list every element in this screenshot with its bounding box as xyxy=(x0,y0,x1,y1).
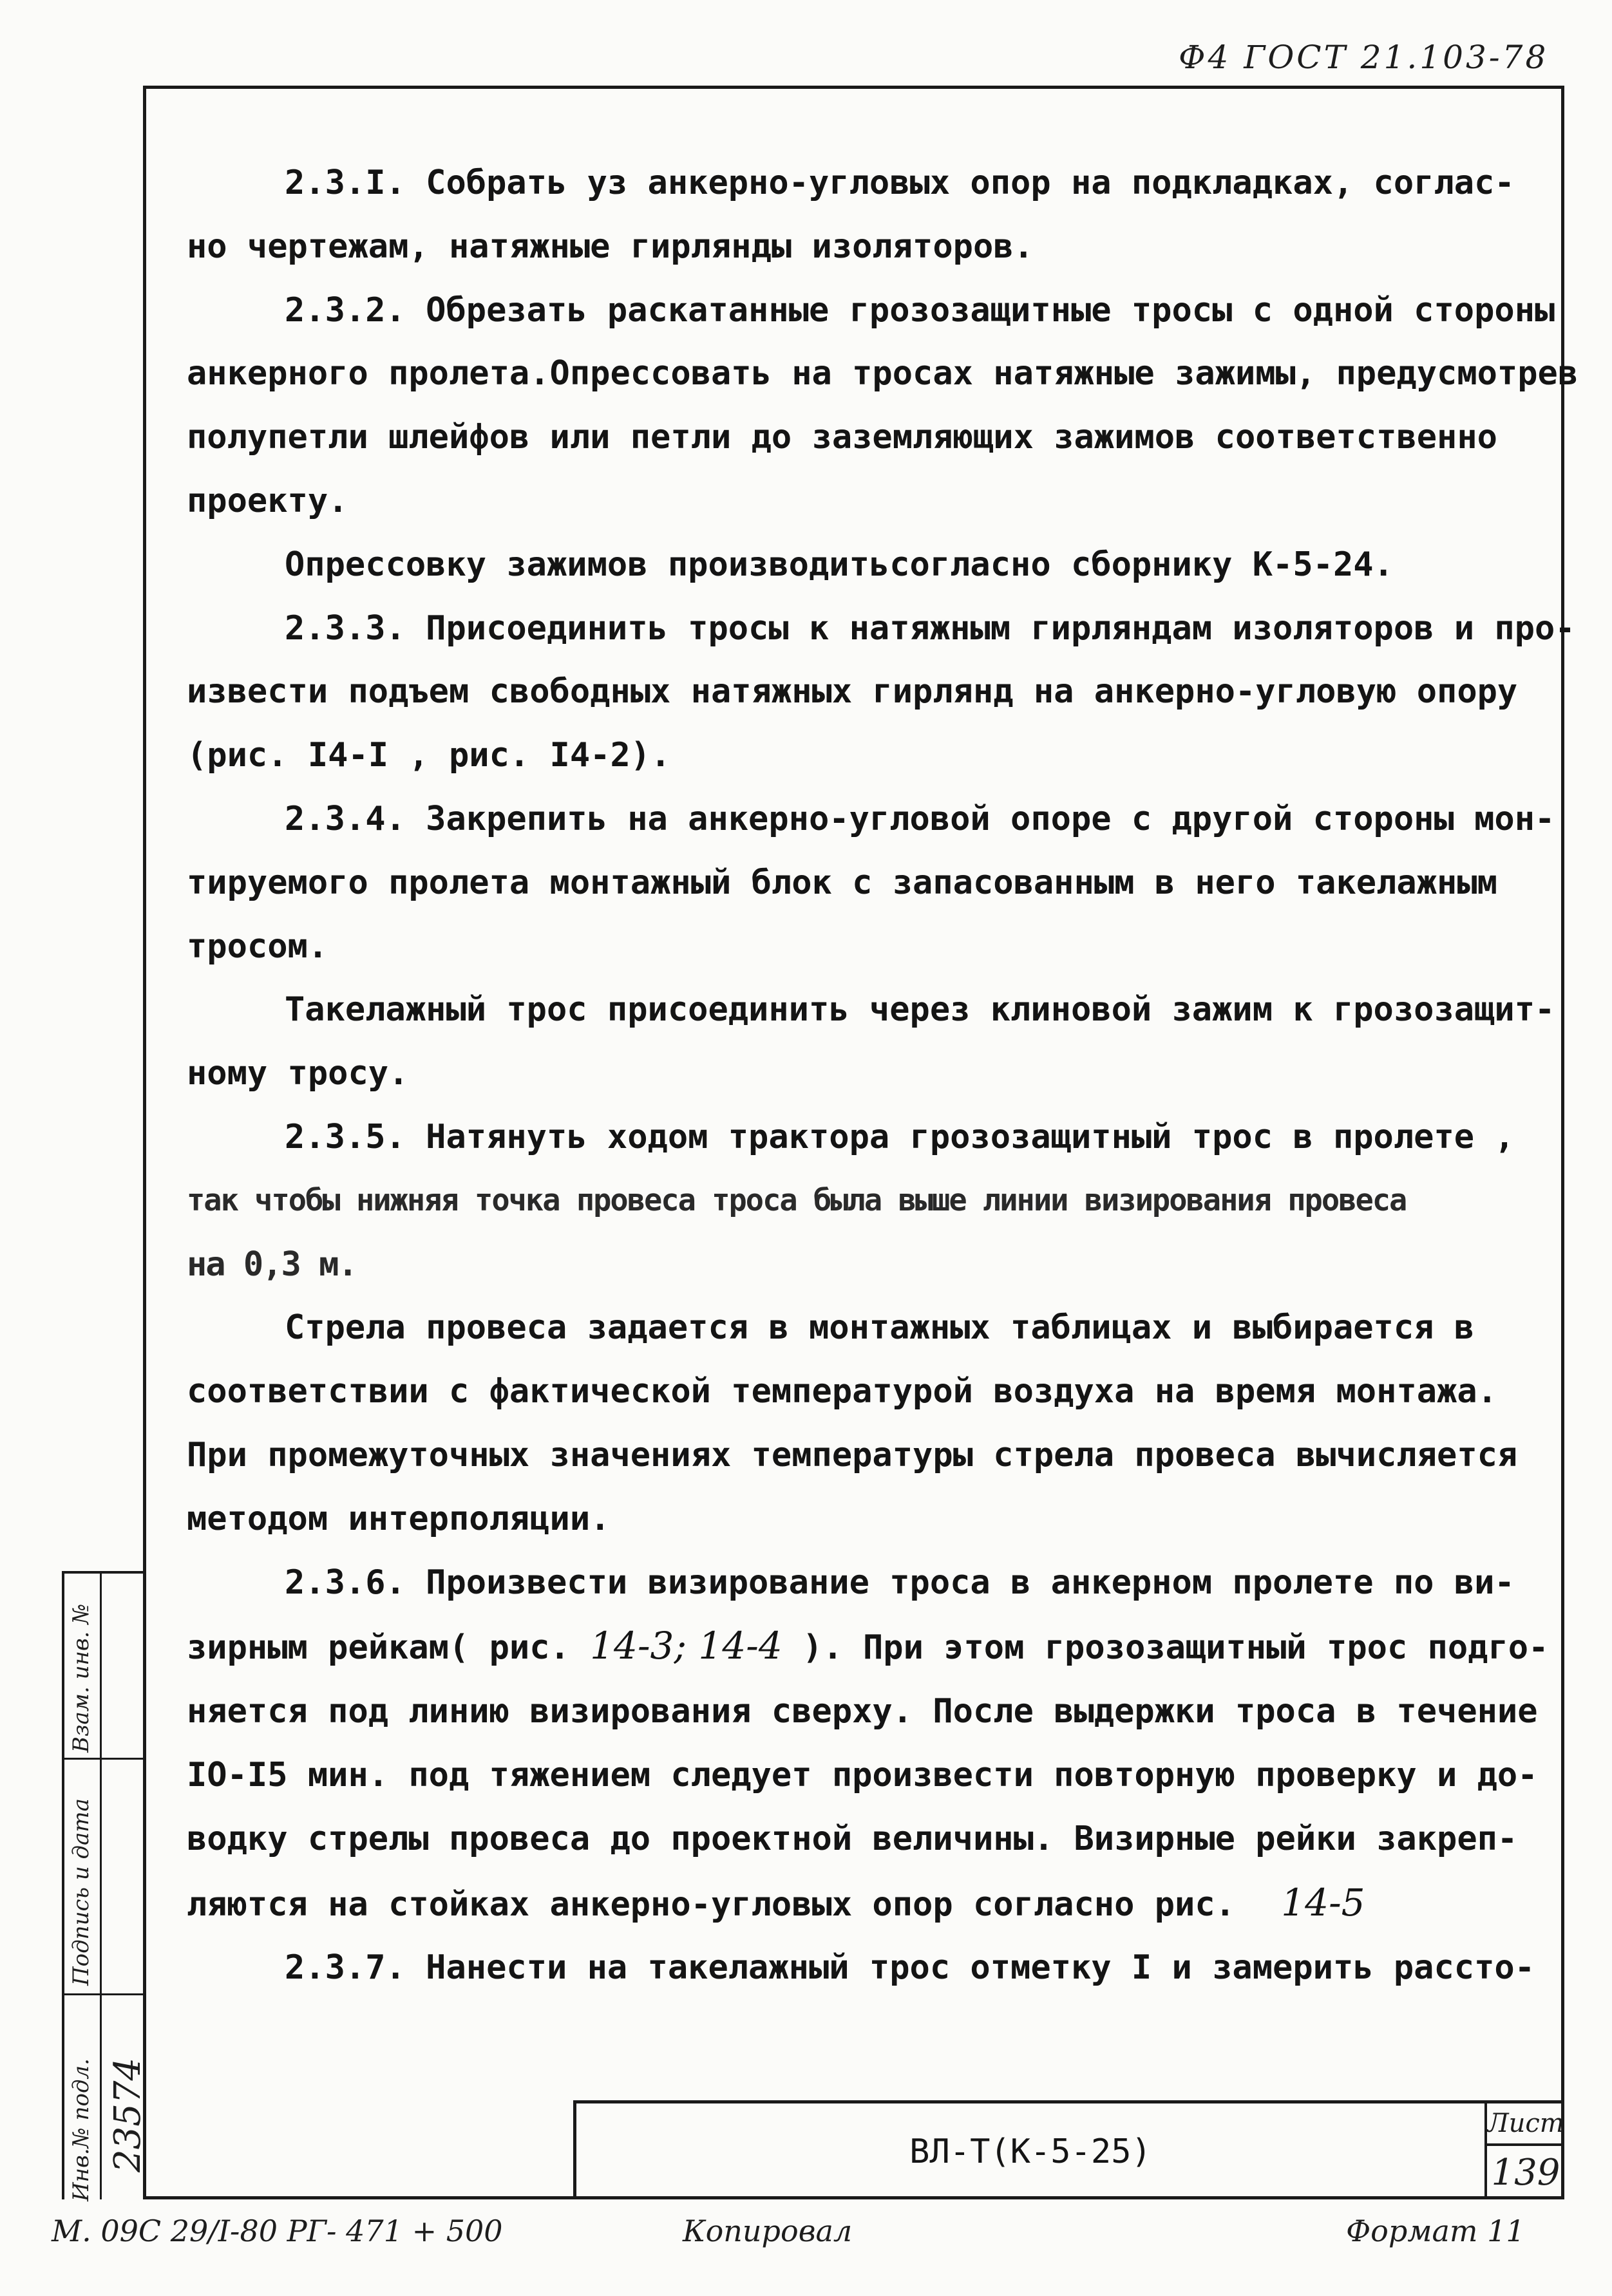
text-line: Стрела провеса задается в монтажных таблицах и выбирается в xyxy=(285,1308,1475,1348)
text-line: но чертежам, натяжные гирлянды изоляторов. xyxy=(187,227,1034,266)
print-run-note: М. 09С 29/I-80 РГ- 471 + 500 xyxy=(52,2214,503,2248)
text-line: При промежуточных значениях температуры стрела провеса вычисляется xyxy=(187,1435,1518,1474)
text-line: Такелажный трос присоединить через клиновой зажим к грозозащит- xyxy=(285,990,1555,1030)
replaces-inventory-label: Взам. инв. № xyxy=(68,1603,94,1753)
text-line: (рис. I4-I , рис. I4-2). xyxy=(187,736,671,775)
text-line: водку стрелы провеса до проектной величины. Визирные рейки закреп- xyxy=(187,1819,1518,1858)
sheet-label: Лист xyxy=(1487,2103,1564,2146)
text-line: соответствии с фактической температурой воздуха на время монтажа. xyxy=(187,1372,1497,1411)
overstruck-line: на 0,3 м. xyxy=(187,1245,357,1284)
inventory-label: Инв.№ подл. xyxy=(68,2058,94,2201)
document-body xyxy=(187,151,1579,2000)
text-line: 2.3.3. Присоединить тросы к натяжным гирляндам изоляторов и про- xyxy=(285,608,1575,648)
overstruck-line: так чтобы нижняя точка провеса троса была выше линии визирования провеса xyxy=(187,1182,1407,1218)
text-line: 2.3.6. Произвести визирование троса в анкерном пролете по ви- xyxy=(285,1563,1515,1602)
text-line: 2.3.5. Натянуть ходом трактора грозозащитный трос в пролете , xyxy=(285,1117,1515,1156)
text-line: анкерного пролета.Опрессовать на тросах натяжные зажимы, предусмотрев xyxy=(187,354,1579,393)
document-code: ВЛ-Т(К-5-25) xyxy=(909,2132,1152,2171)
signature-date-label: Подпись и дата xyxy=(68,1798,94,1986)
text-line: 2.3.2. Обрезать раскатанные грозозащитные тросы с одной стороны xyxy=(285,290,1555,330)
sheet-cell xyxy=(1484,2103,1564,2199)
side-stamp-divider xyxy=(64,1758,146,1760)
text-line: ному тросу. xyxy=(187,1054,409,1093)
text-line: тросом. xyxy=(187,927,328,966)
side-stamp xyxy=(62,1571,149,2201)
inventory-number: 23574 xyxy=(107,2057,149,2172)
sheet-number: 139 xyxy=(1491,2152,1560,2194)
text-fragment: ляются на стойках анкерно-угловых опор согласно рис. xyxy=(187,1885,1235,1924)
text-line: извести подъем свободных натяжных гирлянд на анкерно-угловую опору xyxy=(187,672,1518,711)
handwritten-figure-ref: 14-3; 14-4 xyxy=(590,1624,782,1668)
text-line: няется под линию визирования сверху. После выдержки троса в течение xyxy=(187,1692,1538,1731)
text-line: 2.3.I. Собрать уз анкерно-угловых опор на подкладках, соглас- xyxy=(285,164,1515,202)
text-line: 2.3.4. Закрепить на анкерно-угловой опоре с другой стороны мон- xyxy=(285,799,1555,838)
text-line: Опрессовку зажимов производитьсогласно сборнику К-5-24. xyxy=(285,545,1394,584)
text-line: IO-I5 мин. под тяжением следует произвести повторную проверку и до- xyxy=(187,1755,1538,1794)
text-line: проекту. xyxy=(187,481,348,520)
text-fragment: зирным рейкам( рис. xyxy=(187,1628,570,1668)
gost-stamp: Ф4 ГОСТ 21.103-78 xyxy=(1179,39,1549,76)
copied-by-label: Копировал xyxy=(683,2214,853,2248)
text-line: методом интерполяции. xyxy=(187,1499,611,1538)
text-fragment: ). При этом грозозащитный трос подго- xyxy=(802,1628,1549,1668)
text-line-with-handwritten-figure-ref xyxy=(187,1871,1546,1937)
format-label: Формат 11 xyxy=(1346,2214,1525,2248)
text-line: тируемого пролета монтажный блок с запасованным в него такелажным xyxy=(187,863,1497,902)
side-stamp-divider xyxy=(64,1993,146,1995)
text-line-with-handwritten-figure-ref xyxy=(187,1614,1549,1680)
title-block xyxy=(573,2100,1564,2199)
text-line: полупетли шлейфов или петли до заземляющих зажимов соответственно xyxy=(187,418,1497,457)
handwritten-figure-ref: 14-5 xyxy=(1281,1880,1365,1924)
text-line: 2.3.7. Нанести на такелажный трос отметку I и замерить рассто- xyxy=(285,1948,1535,1988)
